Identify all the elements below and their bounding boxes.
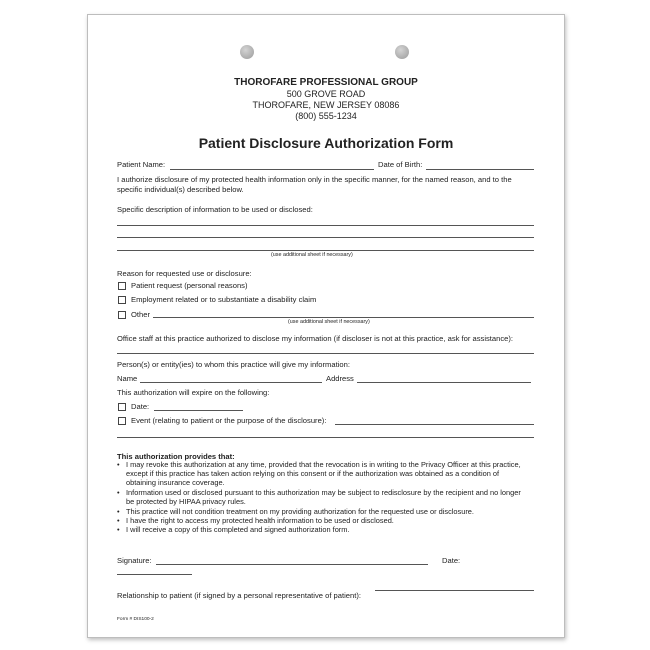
expire-label: This authorization will expire on the following: bbox=[117, 388, 270, 397]
provision-item: • I will receive a copy of this completed and signed authorization form. bbox=[117, 525, 350, 534]
intro-text: I authorize disclosure of my protected health information only in the specific manner, for the named reason, and to the specific individual(s) described below. bbox=[117, 175, 512, 194]
signature-field[interactable] bbox=[156, 564, 428, 565]
dob-label: Date of Birth: bbox=[378, 160, 423, 169]
bullet-icon: • bbox=[117, 460, 120, 469]
provision-item: • I have the right to access my protected health information to be used or disclosed. bbox=[117, 516, 394, 525]
bullet-icon: • bbox=[117, 516, 120, 525]
expire-date-field[interactable] bbox=[154, 410, 243, 411]
provision-item: • Information used or disclosed pursuant to this authorization may be subject to redisclosure by the recipient and no longer be protected by HIPAA privacy rules. bbox=[117, 488, 521, 506]
additional-sheet-note: (use additional sheet if necessary) bbox=[271, 252, 353, 258]
office-staff-field[interactable] bbox=[117, 353, 534, 354]
provision-item: • This practice will not condition treatment on my providing authorization for the requested use or disclosure. bbox=[117, 507, 474, 516]
signature-label: Signature: bbox=[117, 556, 152, 565]
specific-description-label: Specific description of information to be used or disclosed: bbox=[117, 205, 313, 214]
patient-name-field[interactable] bbox=[170, 169, 374, 170]
description-line-2[interactable] bbox=[117, 237, 534, 238]
reason-label: Reason for requested use or disclosure: bbox=[117, 269, 252, 278]
address-label: Address bbox=[326, 374, 354, 383]
reason-other-field[interactable] bbox=[153, 317, 534, 318]
address-line-2: THOROFARE, NEW JERSEY 08086 bbox=[252, 100, 400, 110]
expire-option-event: Event (relating to patient or the purpose of the disclosure): bbox=[131, 416, 327, 425]
patient-name-label: Patient Name: bbox=[117, 160, 166, 169]
relationship-field-upper[interactable] bbox=[375, 590, 534, 591]
office-staff-label: Office staff at this practice authorized to disclose my information (if discloser is not at this practice, ask for assistance): bbox=[117, 334, 514, 343]
relationship-label: Relationship to patient (if signed by a personal representative of patient): bbox=[117, 591, 361, 600]
description-line-3[interactable] bbox=[117, 250, 534, 251]
form-sheet bbox=[87, 14, 565, 638]
reason-option-other: Other bbox=[131, 310, 150, 319]
dob-field[interactable] bbox=[426, 169, 534, 170]
reason-checkbox-other[interactable] bbox=[118, 311, 126, 319]
form-title: Patient Disclosure Authorization Form bbox=[198, 135, 454, 151]
phone-number: (800) 555-1234 bbox=[295, 111, 357, 121]
bullet-icon: • bbox=[117, 525, 120, 534]
signature-date-label: Date: bbox=[442, 556, 461, 565]
additional-sheet-note-2: (use additional sheet if necessary) bbox=[288, 319, 370, 325]
reason-option-employment: Employment related or to substantiate a disability claim bbox=[131, 295, 317, 304]
name-label: Name bbox=[117, 374, 138, 383]
provides-heading: This authorization provides that: bbox=[117, 452, 235, 461]
org-name: THOROFARE PROFESSIONAL GROUP bbox=[234, 77, 418, 88]
form-number: Form # DIS100-2 bbox=[117, 617, 154, 622]
reason-option-personal: Patient request (personal reasons) bbox=[131, 281, 248, 290]
reason-checkbox-employment[interactable] bbox=[118, 296, 126, 304]
description-line-1[interactable] bbox=[117, 225, 534, 226]
signature-date-field[interactable] bbox=[117, 574, 192, 575]
punch-hole-right bbox=[395, 45, 409, 59]
bullet-icon: • bbox=[117, 488, 120, 497]
punch-hole-left bbox=[240, 45, 254, 59]
expire-event-field-2[interactable] bbox=[117, 437, 534, 438]
expire-checkbox-event[interactable] bbox=[118, 417, 126, 425]
recipient-address-field[interactable] bbox=[357, 382, 531, 383]
expire-event-field[interactable] bbox=[335, 424, 534, 425]
expire-checkbox-date[interactable] bbox=[118, 403, 126, 411]
reason-checkbox-personal[interactable] bbox=[118, 282, 126, 290]
provision-item: • I may revoke this authorization at any time, provided that the revocation is in writing to the Privacy Officer at this practice, except if this practice has taken action relying on this consent or if the authorization was obtained as a condition of obtaining insurance coverage. bbox=[117, 460, 521, 487]
recipient-name-field[interactable] bbox=[140, 382, 322, 383]
expire-option-date: Date: bbox=[131, 402, 150, 411]
recipients-label: Person(s) or entity(ies) to whom this practice will give my information: bbox=[117, 360, 350, 369]
bullet-icon: • bbox=[117, 507, 120, 516]
address-line-1: 500 GROVE ROAD bbox=[286, 89, 366, 99]
